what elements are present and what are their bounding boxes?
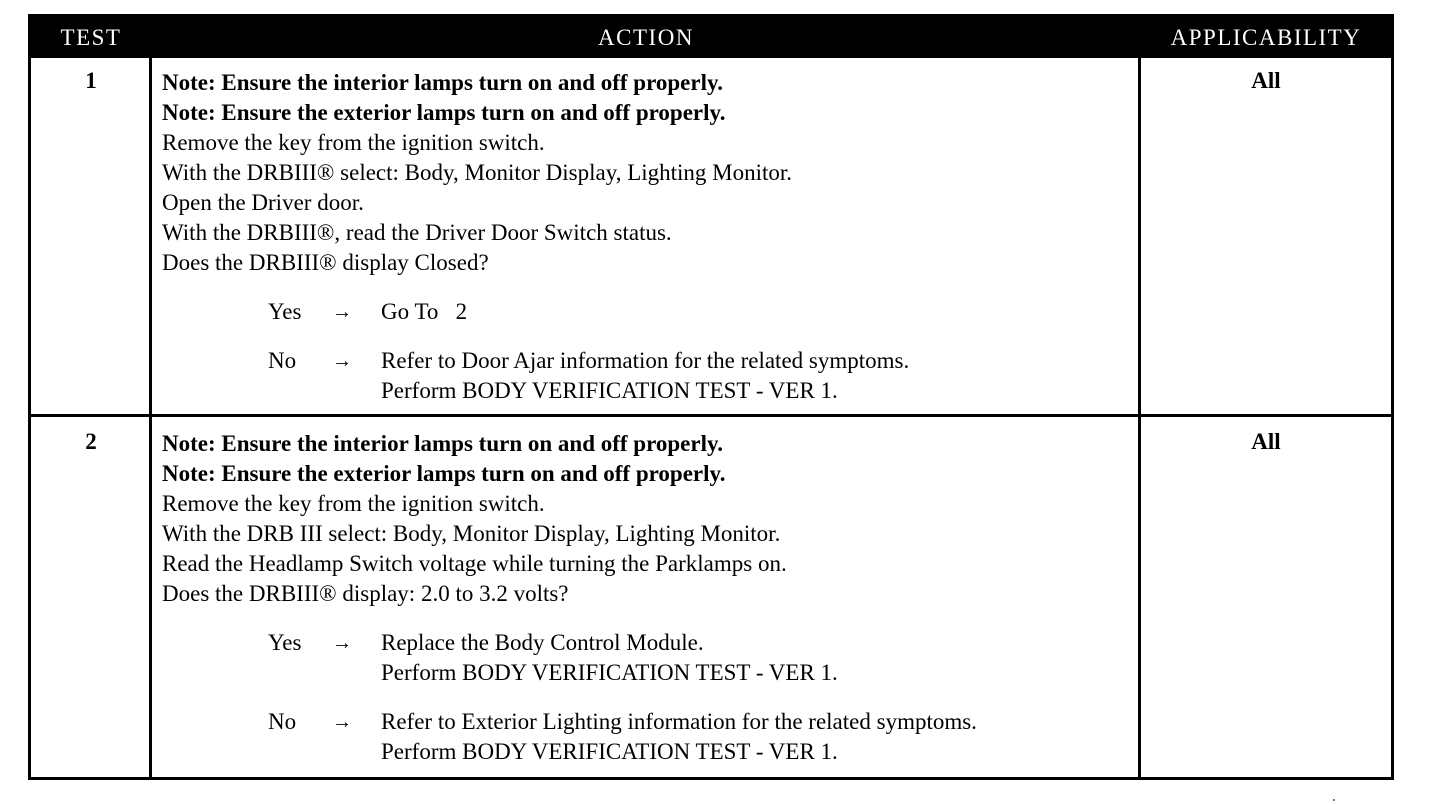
- table-header: [31, 17, 1391, 58]
- scan-speck: [1333, 799, 1335, 801]
- header-applicability: APPLICABILITY: [1170, 25, 1362, 50]
- step-line: With the DRBIII®, read the Driver Door Switch status.: [162, 220, 672, 245]
- step-line: Does the DRBIII® display: 2.0 to 3.2 volts?: [162, 581, 569, 606]
- action-cell: [162, 429, 1142, 767]
- action-cell: [162, 68, 1142, 406]
- step-line: Remove the key from the ignition switch.: [162, 130, 545, 155]
- no-label: No: [268, 348, 297, 373]
- yes-label: Yes: [268, 299, 302, 324]
- step-line: Remove the key from the ignition switch.: [162, 491, 545, 516]
- column-divider: [149, 58, 152, 777]
- applicability-value: All: [1251, 429, 1281, 454]
- no-label: No: [268, 709, 297, 734]
- step-line: Read the Headlamp Switch voltage while turning the Parklamps on.: [162, 551, 787, 576]
- step-line: With the DRBIII® select: Body, Monitor Display, Lighting Monitor.: [162, 160, 793, 185]
- applicability-value: All: [1251, 68, 1281, 93]
- note-line: Note: Ensure the exterior lamps turn on and off properly.: [162, 100, 726, 125]
- result-line: Refer to Door Ajar information for the related symptoms.: [381, 348, 910, 373]
- arrow-icon: →: [332, 711, 352, 733]
- note-line: Note: Ensure the interior lamps turn on and off properly.: [162, 70, 723, 95]
- result-line: Perform BODY VERIFICATION TEST - VER 1.: [381, 660, 838, 685]
- header-test: TEST: [60, 25, 122, 50]
- no-branch: [162, 346, 1142, 406]
- result-line: Perform BODY VERIFICATION TEST - VER 1.: [381, 378, 838, 403]
- yes-label: Yes: [268, 630, 302, 655]
- diagnostic-test-table: [28, 14, 1394, 780]
- step-line: Does the DRBIII® display Closed?: [162, 250, 489, 275]
- note-line: Note: Ensure the exterior lamps turn on and off properly.: [162, 461, 726, 486]
- step-line: With the DRB III select: Body, Monitor Display, Lighting Monitor.: [162, 521, 781, 546]
- result-line: Perform BODY VERIFICATION TEST - VER 1.: [381, 739, 838, 764]
- test-number: 1: [85, 68, 97, 93]
- note-line: Note: Ensure the interior lamps turn on and off properly.: [162, 431, 723, 456]
- header-action: ACTION: [598, 25, 694, 50]
- arrow-icon: →: [332, 350, 352, 372]
- arrow-icon: →: [332, 632, 352, 654]
- result-line: Refer to Exterior Lighting information for the related symptoms.: [381, 709, 977, 734]
- row-divider: [31, 414, 1391, 417]
- step-line: Open the Driver door.: [162, 190, 364, 215]
- arrow-icon: →: [332, 301, 352, 323]
- result-line: Replace the Body Control Module.: [381, 630, 704, 655]
- test-number: 2: [85, 429, 97, 454]
- result-line: Go To 2: [381, 299, 468, 324]
- no-branch: [162, 707, 1142, 767]
- yes-branch: [162, 628, 1142, 688]
- yes-branch: [162, 297, 1142, 327]
